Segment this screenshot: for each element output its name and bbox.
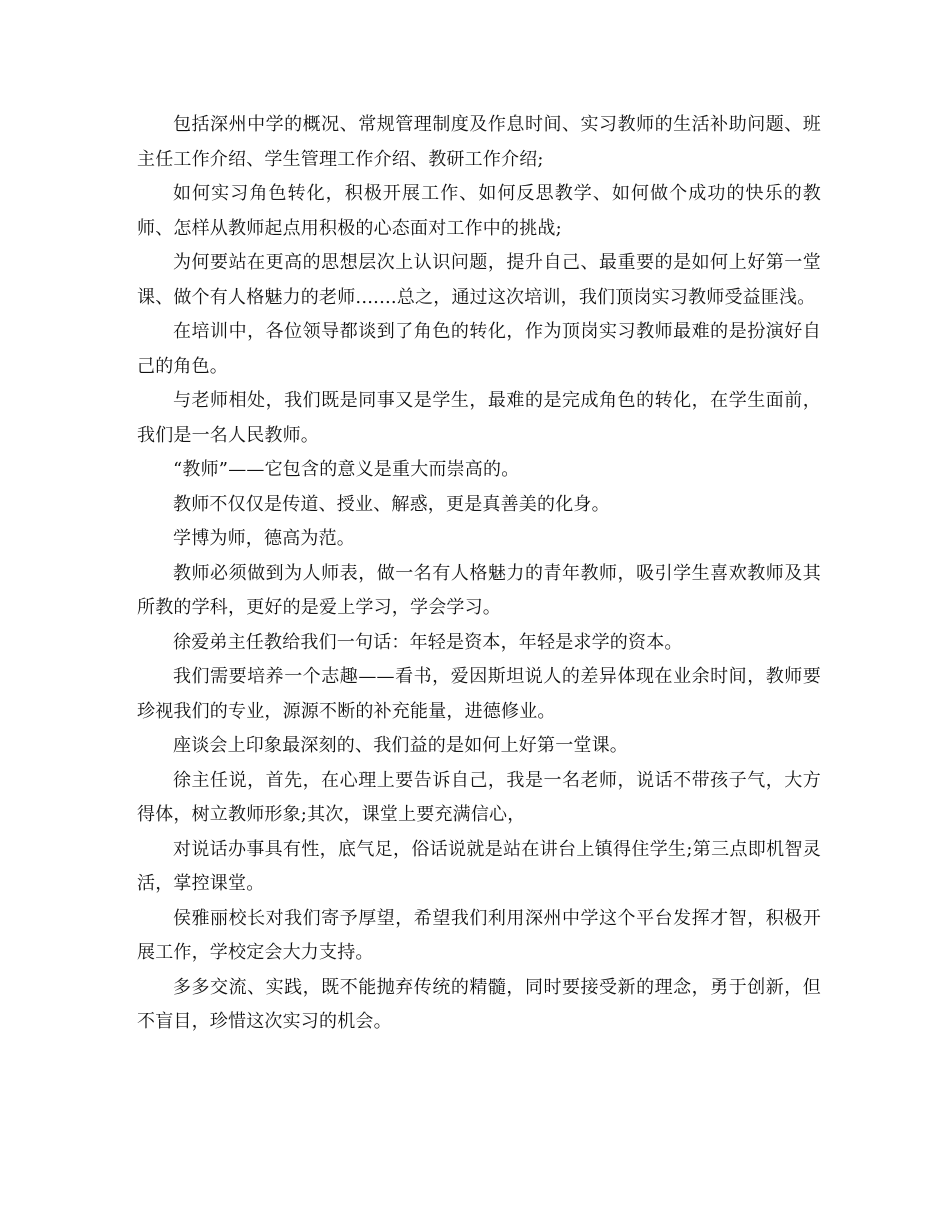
paragraph-9: 教师必须做到为人师表，做一名有人格魅力的青年教师，吸引学生喜欢教师及其所教的学科，更好的是爱上学习，学会学习。 xyxy=(137,562,821,618)
paragraph-7: 教师不仅仅是传道、授业、解惑，更是真善美的化身。 xyxy=(173,493,610,515)
paragraph-1: 包括深州中学的概况、常规管理制度及作息时间、实习教师的生活补助问题、班主任工作介绍、学生管理工作介绍、教研工作介绍; xyxy=(137,114,821,170)
paragraph-15: 侯雅丽校长对我们寄予厚望，希望我们利用深州中学这个平台发挥才智，积极开展工作，学校定会大力支持。 xyxy=(137,907,821,963)
paragraph-11: 我们需要培养一个志趣——看书，爱因斯坦说人的差异体现在业余时间，教师要珍视我们的专业，源源不断的补充能量，进德修业。 xyxy=(137,666,821,722)
paragraph-2: 如何实习角色转化，积极开展工作、如何反思教学、如何做个成功的快乐的教师、怎样从教师起点用积极的心态面对工作中的挑战; xyxy=(137,183,821,239)
paragraph-10: 徐爱弟主任教给我们一句话：年轻是资本，年轻是求学的资本。 xyxy=(173,631,683,653)
paragraph-8: 学博为师，德高为范。 xyxy=(173,528,355,549)
paragraph-3: 为何要站在更高的思想层次上认识问题，提升自己、最重要的是如何上好第一堂课、做个有人格魅力的老师.......总之，通过这次培训，我们顶岗实习教师受益匪浅。 xyxy=(137,252,821,308)
paragraph-6: “教师”——它包含的意义是重大而崇高的。 xyxy=(173,459,520,480)
paragraph-14: 对说话办事具有性，底气足，俗话说就是站在讲台上镇得住学生;第三点即机智灵活，掌控课堂。 xyxy=(137,838,821,894)
paragraph-4: 在培训中，各位领导都谈到了角色的转化，作为顶岗实习教师最难的是扮演好自己的角色。 xyxy=(137,321,821,377)
paragraph-12: 座谈会上印象最深刻的、我们益的是如何上好第一堂课。 xyxy=(173,735,628,756)
paragraph-5: 与老师相处，我们既是同事又是学生，最难的是完成角色的转化，在学生面前，我们是一名人民教师。 xyxy=(137,390,821,446)
paragraph-16: 多多交流、实践，既不能抛弃传统的精髓，同时要接受新的理念，勇于创新，但不盲目，珍惜这次实习的机会。 xyxy=(137,976,821,1032)
document-body xyxy=(137,108,821,1040)
paragraph-13: 徐主任说，首先，在心理上要告诉自己，我是一名老师，说话不带孩子气，大方得体，树立教师形象;其次，课堂上要充满信心， xyxy=(137,769,821,825)
